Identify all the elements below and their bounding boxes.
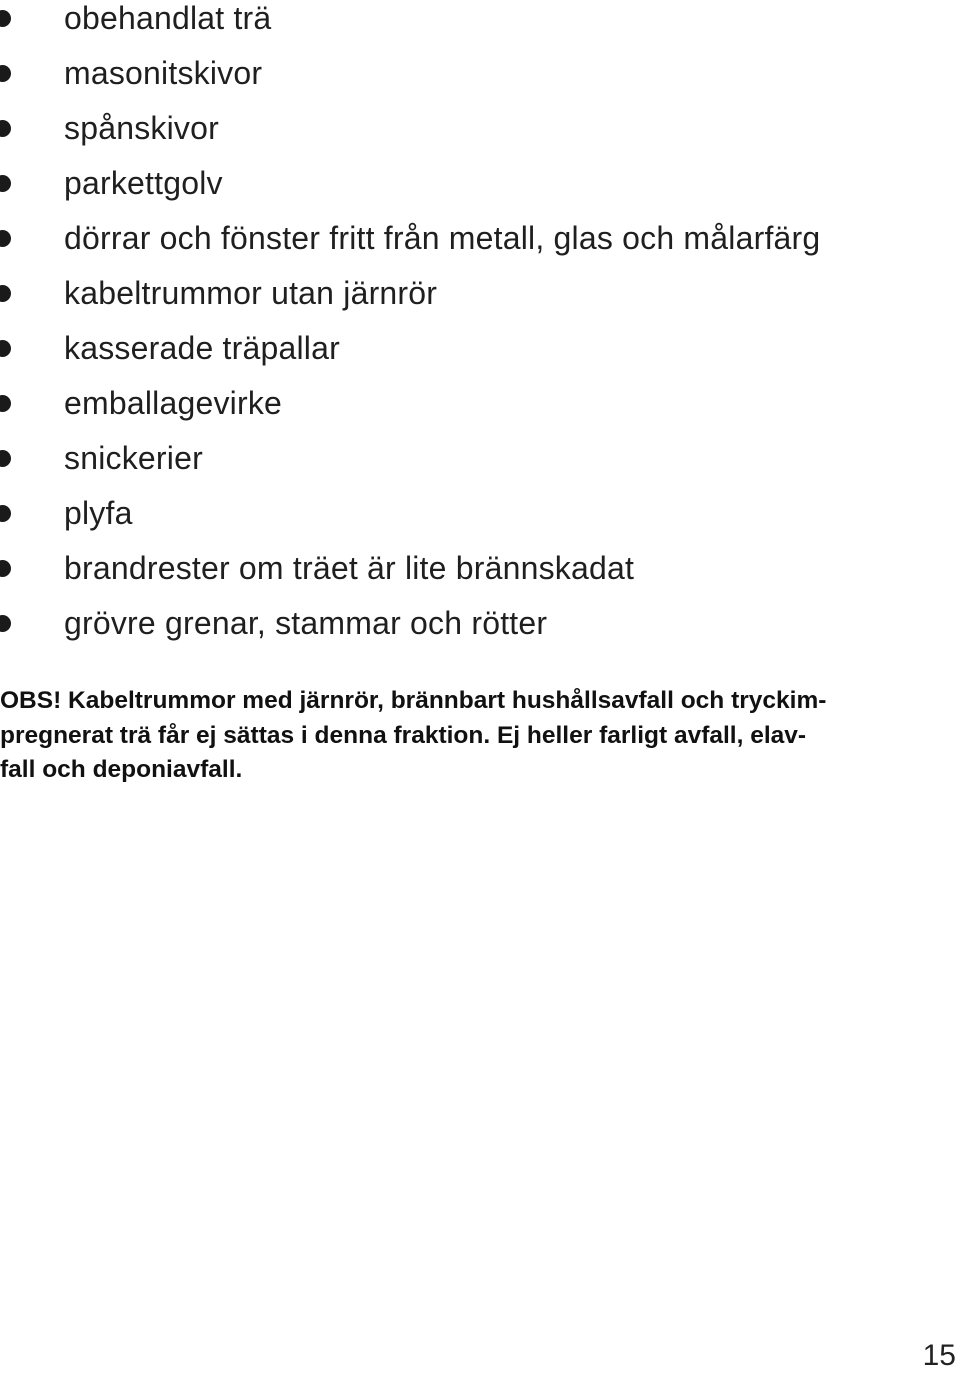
note-line: fall och deponiavfall. — [0, 756, 243, 783]
warning-note — [0, 684, 930, 788]
bullet-icon — [0, 285, 11, 302]
list-item-text: obehandlat trä — [64, 0, 272, 36]
list-item-text: plyfa — [64, 495, 133, 531]
note-line: OBS! Kabeltrummor med järnrör, brännbart hushållsavfall och tryckim- — [0, 687, 827, 714]
note-line: pregnerat trä får ej sättas i denna fraktion. Ej heller farligt avfall, elav- — [0, 721, 807, 749]
list-item-text: snickerier — [64, 440, 203, 476]
bullet-icon — [0, 560, 11, 577]
bullet-icon — [0, 505, 11, 522]
bullet-icon — [0, 395, 11, 412]
list-item-text: dörrar och fönster fritt från metall, glas och målarfärg — [64, 220, 821, 256]
list-item-text: masonitskivor — [64, 55, 263, 91]
bullet-icon — [0, 230, 11, 247]
bullet-icon — [0, 175, 11, 192]
bullet-icon — [0, 340, 11, 357]
bullet-icon — [0, 65, 11, 82]
bullet-icon — [0, 120, 11, 137]
bullet-icon — [0, 615, 11, 632]
bullet-icon — [0, 450, 11, 467]
page-number: 15 — [922, 1339, 956, 1372]
list-item-text: spånskivor — [64, 110, 219, 146]
bullet-icon — [0, 10, 11, 27]
list-item-text: parkettgolv — [64, 165, 223, 201]
list-item-text: emballagevirke — [64, 385, 283, 421]
list-item-text: grövre grenar, stammar och rötter — [64, 605, 548, 641]
list-item-text: kabeltrummor utan järnrör — [64, 275, 438, 311]
list-item-text: kasserade träpallar — [64, 330, 340, 366]
list-item-text: brandrester om träet är lite brännskadat — [64, 550, 635, 586]
